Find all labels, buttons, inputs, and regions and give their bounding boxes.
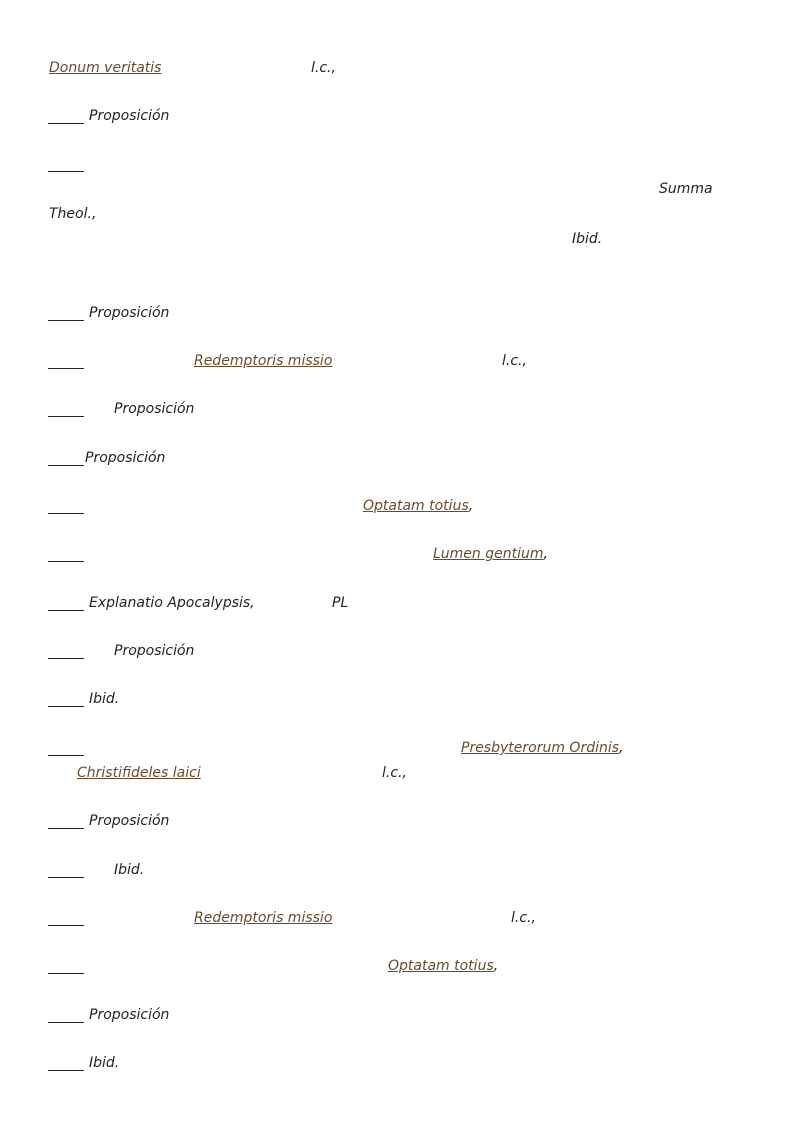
footnote-rule xyxy=(48,925,84,926)
footnote-rule xyxy=(48,610,84,611)
footnote-rule xyxy=(48,973,84,974)
summa-text: Summa xyxy=(659,181,713,197)
footnote-rule xyxy=(48,320,84,321)
optatam-totius-citation xyxy=(363,497,473,515)
proposicion-text: Proposición xyxy=(89,1007,170,1023)
comma: , xyxy=(619,740,624,756)
explanatio-apocalypsis-text: Explanatio Apocalypsis, xyxy=(89,595,255,611)
footnote-rule xyxy=(48,828,84,829)
proposicion-text: Proposición xyxy=(89,305,170,321)
ibid-text: Ibid. xyxy=(89,691,120,707)
optatam-totius-citation xyxy=(388,957,498,975)
proposicion-text: Proposición xyxy=(89,108,170,124)
footnote-rule xyxy=(48,561,84,562)
comma: , xyxy=(543,546,548,562)
link-presbyterorum-ordinis[interactable]: Presbyterorum Ordinis xyxy=(461,740,620,756)
ibid-text: Ibid. xyxy=(89,1055,120,1071)
footnote-rule xyxy=(48,877,84,878)
proposicion-text: Proposición xyxy=(89,813,170,829)
ibid-text: Ibid. xyxy=(572,231,603,247)
reference-lc: l.c., xyxy=(311,60,336,76)
link-christifideles-laici[interactable]: Christifideles laici xyxy=(77,765,201,781)
presbyterorum-ordinis-citation xyxy=(461,739,623,757)
footnote-rule xyxy=(48,513,84,514)
link-lumen-gentium[interactable]: Lumen gentium xyxy=(433,546,544,562)
comma: , xyxy=(493,958,499,974)
footnote-rule xyxy=(48,1070,84,1071)
proposicion-text: Proposición xyxy=(114,643,195,659)
reference-lc: l.c., xyxy=(511,910,536,926)
link-optatam-totius[interactable]: Optatam totius xyxy=(363,498,469,514)
footnote-rule xyxy=(48,416,84,417)
footnote-rule xyxy=(48,658,84,659)
reference-lc: l.c., xyxy=(382,765,407,781)
footnote-rule xyxy=(48,368,84,369)
reference-lc: l.c., xyxy=(502,353,527,369)
pl-text: PL xyxy=(332,595,349,611)
footnote-rule xyxy=(48,755,84,756)
ibid-text: Ibid. xyxy=(114,862,145,878)
footnote-rule xyxy=(48,171,84,172)
footnote-rule xyxy=(48,1022,84,1023)
theol-text: Theol., xyxy=(49,206,97,222)
link-redemptoris-missio[interactable]: Redemptoris missio xyxy=(194,353,333,369)
proposicion-text: Proposición xyxy=(114,401,195,417)
proposicion-text: Proposición xyxy=(85,450,166,466)
link-optatam-totius[interactable]: Optatam totius xyxy=(388,958,494,974)
footnote-rule xyxy=(48,465,84,466)
link-donum-veritatis[interactable]: Donum veritatis xyxy=(49,60,162,76)
footnote-rule xyxy=(48,706,84,707)
comma: , xyxy=(468,498,474,514)
lumen-gentium-citation xyxy=(433,545,548,563)
link-redemptoris-missio[interactable]: Redemptoris missio xyxy=(194,910,333,926)
footnote-rule xyxy=(48,123,84,124)
